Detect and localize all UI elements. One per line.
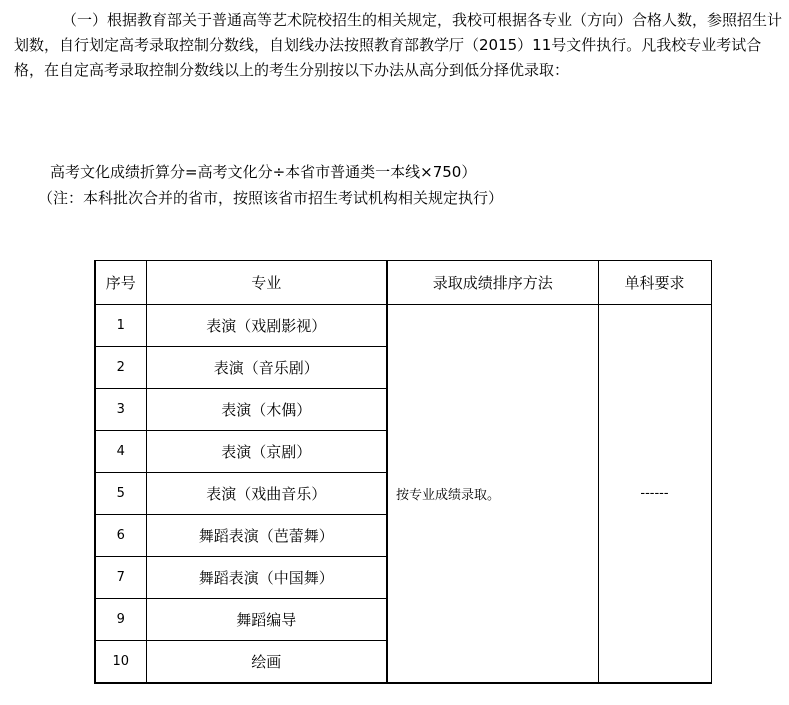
row-index: 6 [95,515,146,557]
table-header-row [95,261,711,305]
formula-note: （注：本科批次合并的省市，按照该省市招生考试机构相关规定执行） [38,189,504,207]
subject-requirement: ------ [598,305,711,684]
row-major: 表演（戏曲音乐） [146,473,387,515]
row-index: 4 [95,431,146,473]
header-index: 序号 [95,261,146,305]
row-index: 1 [95,305,146,347]
row-index: 5 [95,473,146,515]
row-index: 2 [95,347,146,389]
table-row [95,305,711,347]
row-major: 绘画 [146,641,387,684]
row-major: 表演（音乐剧） [146,347,387,389]
row-index: 10 [95,641,146,684]
header-method: 录取成绩排序方法 [387,261,598,305]
intro-paragraph: （一）根据教育部关于普通高等艺术院校招生的相关规定，我校可根据各专业（方向）合格人数，参照招生计划数，自行划定高考录取控制分数线，自划线办法按照教育部教学厅（2015）11号文件执行。凡我校专业考试合格，在自定高考录取控制分数线以上的考生分别按以下办法从高分到低分择优录取： [14,11,783,79]
row-major: 表演（木偶） [146,389,387,431]
row-major: 舞蹈编导 [146,599,387,641]
row-major: 表演（戏剧影视） [146,305,387,347]
row-major: 表演（京剧） [146,431,387,473]
header-major: 专业 [146,261,387,305]
row-index: 9 [95,599,146,641]
admission-table [94,260,712,684]
row-major: 舞蹈表演（芭蕾舞） [146,515,387,557]
admission-method: 按专业成绩录取。 [387,305,598,684]
formula-text: 高考文化成绩折算分=高考文化分÷本省市普通类一本线×750） [50,163,477,181]
header-requirement: 单科要求 [598,261,711,305]
row-index: 3 [95,389,146,431]
row-index: 7 [95,557,146,599]
row-major: 舞蹈表演（中国舞） [146,557,387,599]
